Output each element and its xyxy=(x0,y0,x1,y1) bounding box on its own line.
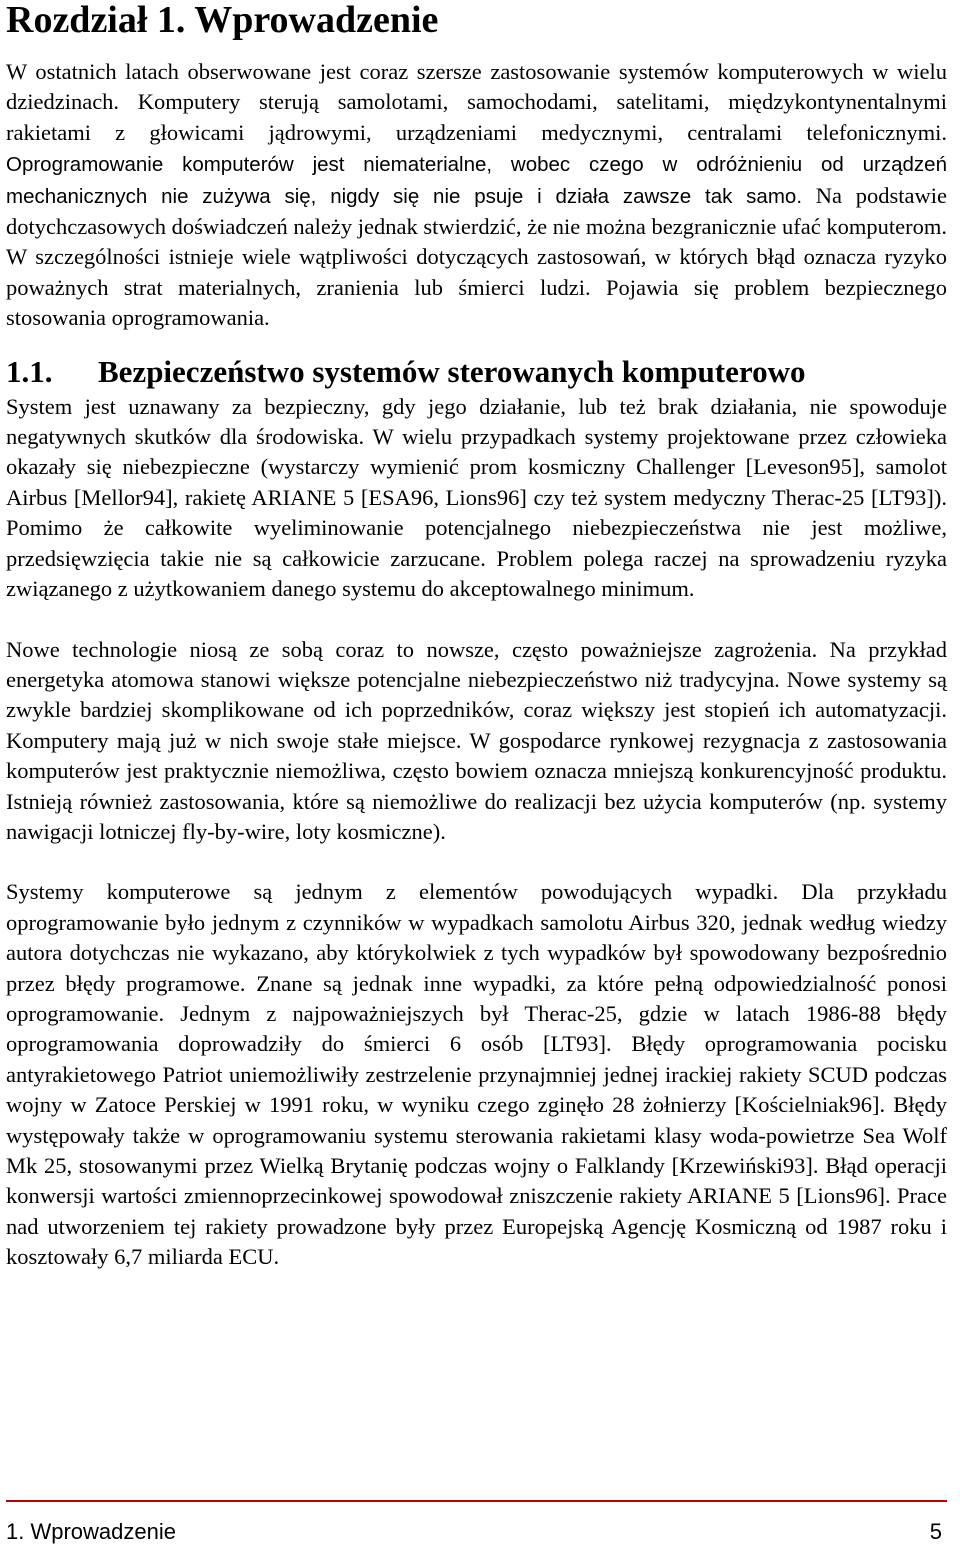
safety-paragraph: System jest uznawany za bezpieczny, gdy jego działanie, lub też brak działania, nie spowoduje negatywnych skutków dla środowiska. W wielu przypadkach systemy projektowane przez człowieka okazały się niebezpieczne (wystarczy wymienić prom kosmiczny Challenger [Leveson95], samolot Airbus [Mellor94], rakietę ARIANE 5 [ESA96, Lions96] czy też system medyczny Therac-25 [LT93]). Pomimo że całkowite wyeliminowanie potencjalnego niebezpieczeństwa nie jest możliwe, przedsięwzięcia takie nie są całkowicie zarzucane. Problem polega raczej na sprowadzeniu ryzyka związanego z użytkowaniem danego systemu do akceptowalnego minimum. xyxy=(6,393,947,602)
footer-chapter-title: 1. Wprowadzenie xyxy=(6,1519,176,1544)
technology-paragraph: Nowe technologie niosą ze sobą coraz to nowsze, często poważniejsze zagrożenia. Na przykład energetyka atomowa stanowi większe potencjalne niebezpieczeństwo niż tradycyjna. Nowe systemy są zwykle bardziej skomplikowane od ich poprzedników, coraz większy jest stopień ich automatyzacji. Komputery mają już w nich swoje stałe miejsce. W gospodarce rynkowej rezygnacja z zastosowania komputerów jest praktycznie niemożliwa, często bowiem oznacza mniejszą konkurencyjność produktu. Istnieją również zastosowania, które są niemożliwe do realizacji bez użycia komputerów (np. systemy nawigacji lotniczej fly-by-wire, loty kosmiczne). xyxy=(6,636,947,844)
chapter-title: Rozdział 1. Wprowadzenie xyxy=(6,0,439,41)
footer-divider xyxy=(6,1500,947,1502)
section-heading xyxy=(6,354,947,390)
intro-text-part-3: Na podstawie dotychczasowych doświadczeń należy jednak stwierdzić, że nie można bezgranicznie ufać komputerom. xyxy=(6,182,947,240)
accidents-paragraph: Systemy komputerowe są jednym z elementów powodujących wypadki. Dla przykładu oprogramowanie było jednym z czynników w wypadkach samolotu Airbus 320, jednak według wiedzy autora dotychczas nie wykazano, aby którykolwiek z tych wypadków był spowodowany bezpośrednio przez błędy programowe. Znane są jednak inne wypadki, za które pełną odpowiedzialność ponosi oprogramowanie. Jednym z najpoważniejszych był Therac-25, gdzie w latach 1986-88 błędy oprogramowania doprowadziły do śmierci 6 osób [LT93]. Błędy oprogramowania pocisku antyrakietowego Patriot uniemożliwiły zestrzelenie przynajmniej jednej irackiej rakiety SCUD podczas wojny w Zatoce Perskiej w 1991 roku, w wyniku czego zginęło 28 żołnierzy [Kościelniak96]. Błędy występowały także w oprogramowaniu systemu sterowania rakietami klasy woda-powietrze Sea Wolf Mk 25, stosowanymi przez Wielką Brytanię podczas wojny o Falklandy [Krzewiński93]. Błąd operacji konwersji wartości zmiennoprzecinkowej spowodował zniszczenie rakiety ARIANE 5 [Lions96]. Prace nad utworzeniem tej rakiety prowadzone były przez Europejską Agencję Kosmiczną od 1987 roku i kosztowały 6,7 miliarda ECU. xyxy=(6,879,947,1270)
document-page xyxy=(6,0,947,1273)
page-footer xyxy=(6,1517,942,1547)
section-title: Bezpieczeństwo systemów sterowanych komputerowo xyxy=(98,353,806,389)
footer-page-number: 5 xyxy=(929,1519,942,1544)
section-number: 1.1. xyxy=(6,353,53,389)
intro-text-part-2: Oprogramowanie komputerów jest niematerialne, wobec czego w odróżnieniu od urządzeń mechanicznych nie zużywa się, nigdy się nie psuje i działa zawsze tak samo. xyxy=(6,153,947,208)
intro-text-part-4: W szczególności istnieje wiele wątpliwości dotyczących zastosowań, w których błąd oznacza ryzyko poważnych strat materialnych, zranienia lub śmierci ludzi. Pojawia się problem bezpiecznego stosowania oprogramowania. xyxy=(6,244,947,331)
intro-text-part-1: W ostatnich latach obserwowane jest coraz szersze zastosowanie systemów komputerowych w wielu dziedzinach. Komputery sterują samolotami, samochodami, satelitami, międzykontynentalnymi rakietami z głowicami jądrowymi, urządzeniami medycznymi, centralami telefonicznymi. xyxy=(6,59,947,145)
intro-paragraph xyxy=(6,57,947,334)
